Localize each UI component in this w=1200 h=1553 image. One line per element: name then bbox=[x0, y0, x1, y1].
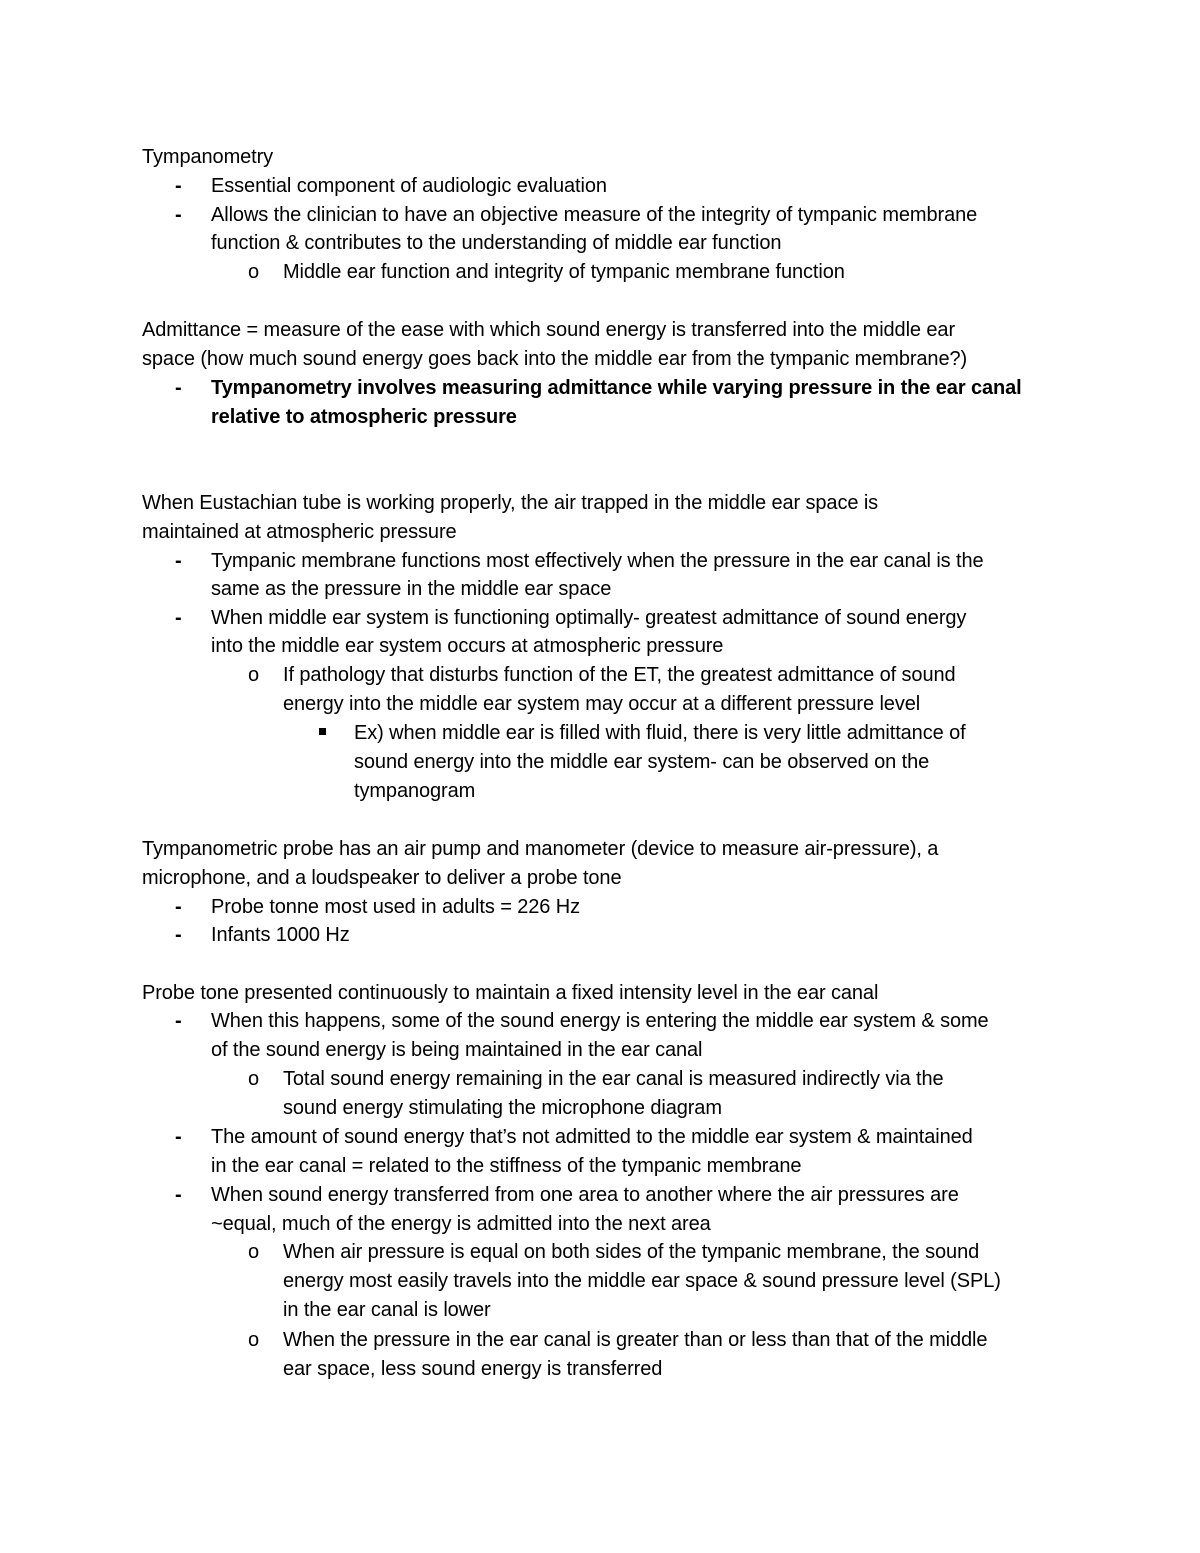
list-item-text: Essential component of audiologic evaluation bbox=[211, 175, 607, 197]
list-item-text: When the pressure in the ear canal is greater than or less than that of the middle bbox=[283, 1329, 988, 1351]
paragraph-text: Tympanometric probe has an air pump and manometer (device to measure air-pressure), a bbox=[142, 838, 939, 860]
bullet-dash: - bbox=[175, 1184, 182, 1206]
list-item-text: tympanogram bbox=[354, 780, 476, 802]
list-item-text: ~equal, much of the energy is admitted into the next area bbox=[211, 1213, 711, 1235]
bullet-dash: - bbox=[175, 175, 182, 197]
paragraph-text: microphone, and a loudspeaker to deliver a probe tone bbox=[142, 867, 622, 889]
bullet-circle: o bbox=[248, 261, 260, 283]
list-item-text: Total sound energy remaining in the ear canal is measured indirectly via the bbox=[283, 1068, 944, 1090]
list-item-text: When air pressure is equal on both sides of the tympanic membrane, the sound bbox=[283, 1241, 980, 1263]
list-item-text-bold: Tympanometry involves measuring admittance while varying pressure in the ear canal bbox=[211, 377, 1022, 399]
list-item-text: Tympanic membrane functions most effectively when the pressure in the ear canal is the bbox=[211, 550, 984, 572]
list-item-text: When this happens, some of the sound energy is entering the middle ear system & some bbox=[211, 1010, 989, 1032]
bullet-dash: - bbox=[175, 1126, 182, 1148]
list-item-text-bold: relative to atmospheric pressure bbox=[211, 406, 517, 428]
list-item-text: same as the pressure in the middle ear space bbox=[211, 578, 612, 600]
list-item-text: sound energy stimulating the microphone diagram bbox=[283, 1097, 722, 1119]
list-item-text: When middle ear system is functioning optimally- greatest admittance of sound energy bbox=[211, 607, 967, 629]
list-item-text: energy most easily travels into the middle ear space & sound pressure level (SPL) bbox=[283, 1270, 1001, 1292]
bullet-circle: o bbox=[248, 1068, 260, 1090]
bullet-circle: o bbox=[248, 1329, 260, 1351]
list-item-text: Allows the clinician to have an objective measure of the integrity of tympanic membrane bbox=[211, 204, 978, 226]
paragraph-text: When Eustachian tube is working properly, the air trapped in the middle ear space is bbox=[142, 492, 879, 514]
bullet-circle: o bbox=[248, 664, 260, 686]
bullet-dash: - bbox=[175, 607, 182, 629]
list-item-text: in the ear canal = related to the stiffness of the tympanic membrane bbox=[211, 1155, 802, 1177]
list-item-text: Probe tonne most used in adults = 226 Hz bbox=[211, 896, 581, 918]
list-item-text: When sound energy transferred from one area to another where the air pressures are bbox=[211, 1184, 959, 1206]
list-item-text: in the ear canal is lower bbox=[283, 1299, 491, 1321]
paragraph-text: space (how much sound energy goes back into the middle ear from the tympanic membrane?) bbox=[142, 348, 968, 370]
bullet-circle: o bbox=[248, 1241, 260, 1263]
list-item-text: Infants 1000 Hz bbox=[211, 924, 350, 946]
paragraph-text: maintained at atmospheric pressure bbox=[142, 521, 457, 543]
section-heading: Tympanometry bbox=[142, 146, 274, 168]
list-item-text: The amount of sound energy that’s not admitted to the middle ear system & maintained bbox=[211, 1126, 973, 1148]
bullet-dash: - bbox=[175, 204, 182, 226]
list-item-text: function & contributes to the understanding of middle ear function bbox=[211, 232, 782, 254]
list-item-text: into the middle ear system occurs at atmospheric pressure bbox=[211, 635, 724, 657]
bullet-dash: - bbox=[175, 550, 182, 572]
bullet-dash: - bbox=[175, 924, 182, 946]
list-item-text: energy into the middle ear system may occur at a different pressure level bbox=[283, 693, 921, 715]
paragraph-text: Admittance = measure of the ease with which sound energy is transferred into the middle ear bbox=[142, 319, 956, 341]
bullet-dash: - bbox=[175, 896, 182, 918]
paragraph-text: Probe tone presented continuously to maintain a fixed intensity level in the ear canal bbox=[142, 982, 879, 1004]
bullet-dash: - bbox=[175, 377, 182, 399]
list-item-text: of the sound energy is being maintained in the ear canal bbox=[211, 1039, 703, 1061]
list-item-text: If pathology that disturbs function of the ET, the greatest admittance of sound bbox=[283, 664, 956, 686]
bullet-square-icon bbox=[319, 728, 326, 735]
list-item-text: sound energy into the middle ear system- can be observed on the bbox=[354, 751, 930, 773]
list-item-text: ear space, less sound energy is transferred bbox=[283, 1358, 663, 1380]
list-item-text: Ex) when middle ear is filled with fluid, there is very little admittance of bbox=[354, 722, 966, 744]
list-item-text: Middle ear function and integrity of tympanic membrane function bbox=[283, 261, 845, 283]
bullet-dash: - bbox=[175, 1010, 182, 1032]
